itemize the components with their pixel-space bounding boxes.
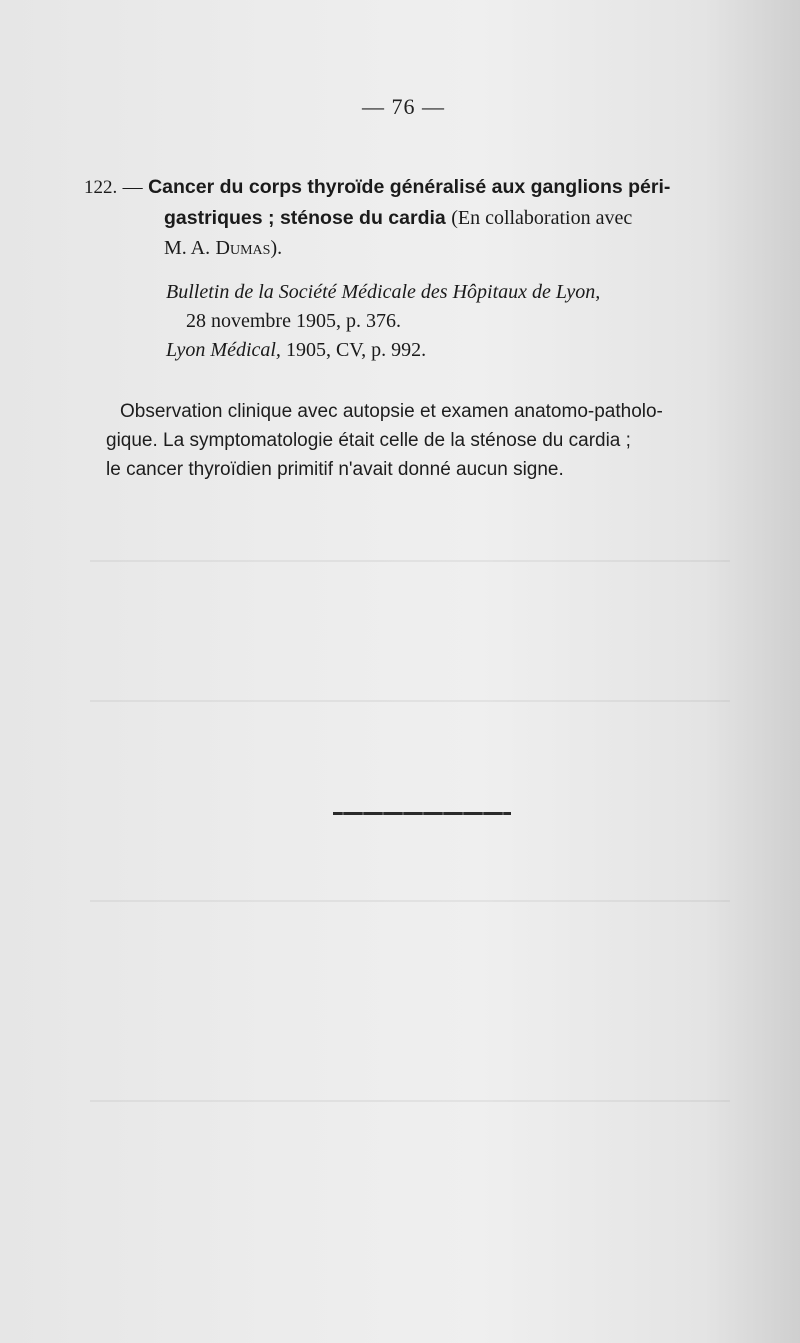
abstract-line: Observation clinique avec autopsie et examen anatomo-patholo- <box>120 401 663 422</box>
entry-dash: — <box>122 176 143 198</box>
entry-title-line2-wrap <box>84 203 740 233</box>
entry-coauthor-initials: M. A. <box>164 237 211 259</box>
bleed-through-line <box>90 1100 730 1102</box>
reference-line <box>166 336 746 365</box>
entry-title <box>84 172 740 263</box>
reference-journal: Bulletin de la Société Médicale des Hôpitaux de Lyon, <box>166 281 601 303</box>
reference-details: 1905, CV, p. 992. <box>280 339 427 361</box>
reference-journal: Lyon Médical, <box>166 339 281 361</box>
reference-details: 28 novembre 1905, p. 376. <box>186 310 401 332</box>
abstract-paragraph <box>106 397 746 484</box>
entry-title-line2: gastriques ; sténose du cardia <box>164 207 446 229</box>
entry-coauthor-name: Dumas <box>215 237 271 259</box>
page-number: — 76 — <box>362 94 445 119</box>
reference-line <box>166 307 746 336</box>
bleed-through-line <box>90 700 730 702</box>
entry-title-line3-wrap <box>84 233 740 263</box>
abstract-line: gique. La symptomatologie était celle de la sténose du cardia ; <box>106 430 631 451</box>
bleed-through-line <box>90 900 730 902</box>
entry-title-close: ). <box>270 237 283 259</box>
entry-title-line1: Cancer du corps thyroïde généralisé aux ganglions péri- <box>148 176 671 198</box>
entry-collaboration: (En collaboration avec <box>451 207 633 229</box>
references <box>166 278 746 365</box>
entry-number: 122. <box>84 177 118 198</box>
bibliography-entry <box>84 172 740 263</box>
bleed-through-line <box>90 560 730 562</box>
section-divider <box>333 812 511 815</box>
reference-line <box>166 278 746 307</box>
abstract-line: le cancer thyroïdien primitif n'avait donné aucun signe. <box>106 459 564 480</box>
